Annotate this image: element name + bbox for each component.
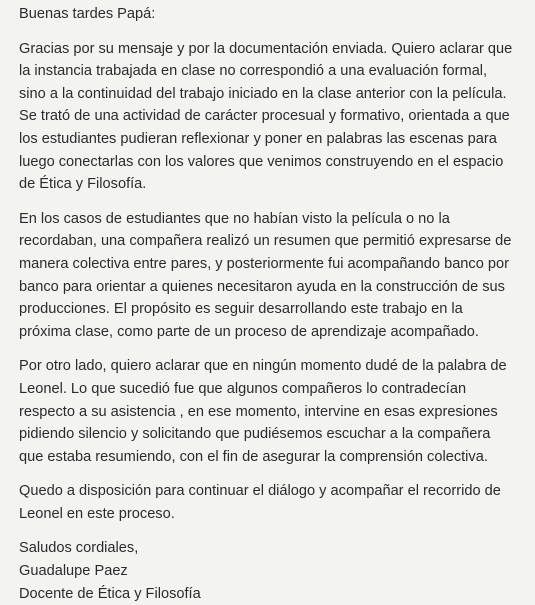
text-line: Quedo a disposición para continuar el diálogo y acompañar el recorrido de bbox=[19, 483, 501, 500]
text-line: respecto a su asistencia , en ese momento, intervine en esas expresiones bbox=[19, 403, 498, 420]
text-line: Gracias por su mensaje y por la documentación enviada. Quiero aclarar que bbox=[19, 40, 513, 57]
text-line: manera colectiva entre pares, y posteriormente fui acompañando banco por bbox=[19, 255, 509, 272]
text-line: En los casos de estudiantes que no habían visto la película o no la bbox=[19, 210, 450, 227]
paragraph-1 bbox=[19, 38, 529, 196]
letter-body bbox=[19, 3, 529, 605]
text-line: los estudiantes pudieran reflexionar y poner en palabras las escenas para bbox=[19, 130, 497, 147]
text-line: banco para orientar a quienes necesitaron ayuda en la construcción de sus bbox=[19, 278, 505, 295]
signature-block bbox=[19, 537, 529, 605]
paragraph-2 bbox=[19, 208, 529, 344]
text-line: sino a la continuidad del trabajo iniciado en la clase anterior con la película. bbox=[19, 85, 507, 102]
text-line: pidiendo silencio y solicitando que pudiésemos escuchar a la compañera bbox=[19, 426, 491, 443]
text-line: producciones. El propósito es seguir desarrollando este trabajo en la bbox=[19, 301, 463, 318]
text-line: la instancia trabajada en clase no correspondió a una evaluación formal, bbox=[19, 63, 488, 80]
text-line: luego conectarlas con los valores que venimos construyendo en el espacio bbox=[19, 153, 504, 170]
text-line: recordaban, una compañera realizó un resumen que permitió expresarse de bbox=[19, 233, 512, 250]
greeting-line: Buenas tardes Papá: bbox=[19, 6, 156, 22]
paragraph-4 bbox=[19, 480, 529, 525]
signer-name: Guadalupe Paez bbox=[19, 563, 128, 580]
closing-salutation: Saludos cordiales, bbox=[19, 540, 139, 557]
text-line: Por otro lado, quiero aclarar que en ningún momento dudé de la palabra de bbox=[19, 358, 507, 375]
text-line: Leonel. Lo que sucedió fue que algunos compañeros lo contradecían bbox=[19, 380, 467, 397]
text-line: de Ética y Filosofía. bbox=[19, 176, 147, 193]
text-line: Se trató de una actividad de carácter procesual y formativo, orientada a que bbox=[19, 108, 510, 125]
text-line: Leonel en este proceso. bbox=[19, 505, 175, 522]
text-line: que estaba resumiendo, con el fin de asegurar la comprensión colectiva. bbox=[19, 448, 488, 465]
signer-role: Docente de Ética y Filosofía bbox=[19, 585, 201, 602]
paragraph-3 bbox=[19, 355, 529, 468]
text-line: próxima clase, como parte de un proceso de aprendizaje acompañado. bbox=[19, 323, 479, 340]
